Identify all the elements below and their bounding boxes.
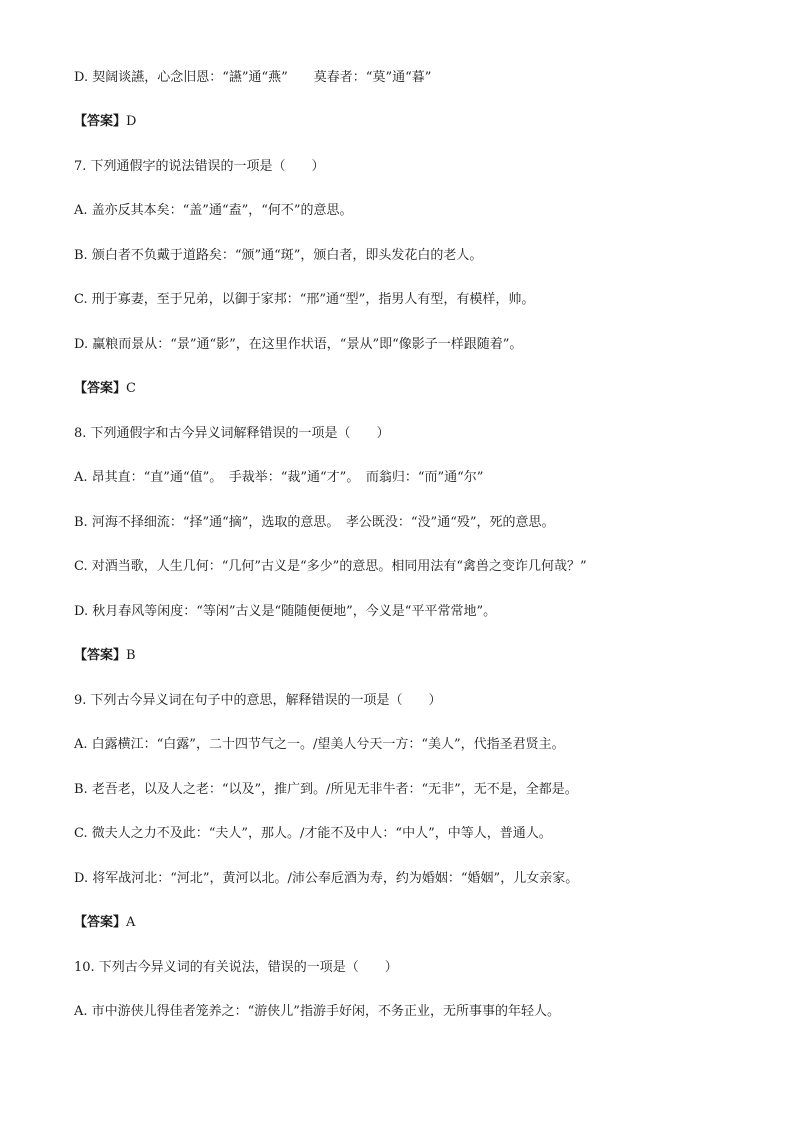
option-line: A. 白露横江：“白露”，二十四节气之一。/望美人兮天一方：“美人”，代指圣君贤主。 bbox=[74, 737, 565, 752]
question-line: 8. 下列通假字和古今异义词解释错误的一项是（ ） bbox=[74, 426, 390, 441]
answer-line bbox=[74, 112, 774, 132]
answer-line bbox=[74, 646, 774, 666]
answer-value: D bbox=[126, 114, 137, 129]
answer-tag: 【答案】 bbox=[74, 915, 127, 930]
question-line: 9. 下列古今异义词在句子中的意思，解释错误的一项是（ ） bbox=[74, 693, 442, 708]
answer-value: B bbox=[126, 648, 136, 663]
option-line: D. 秋月春风等闲度：“等闲”古义是“随随便便地”，今义是“平平常常地”。 bbox=[74, 604, 497, 619]
option-line: A. 市中游侠儿得佳者笼养之：“游侠儿”指游手好闲，不务正业，无所事事的年轻人。 bbox=[74, 1004, 560, 1019]
option-line: D. 赢粮而景从：“景”通“影”，在这里作状语，“景从”即“像影子一样跟随着”。 bbox=[74, 337, 523, 352]
answer-value: C bbox=[126, 381, 136, 396]
answer-tag: 【答案】 bbox=[74, 381, 127, 396]
option-line: B. 河海不择细流：“择”通“摘”，选取的意思。 孝公既没：“没”通“殁”，死的意思。 bbox=[74, 515, 555, 530]
option-line: C. 对酒当歌，人生几何：“几何”古义是“多少”的意思。相同用法有“禽兽之变诈几何哉？” bbox=[74, 559, 587, 574]
answer-tag: 【答案】 bbox=[74, 114, 127, 129]
option-line: C. 微夫人之力不及此：“夫人”，那人。/才能不及中人：“中人”，中等人，普通人。 bbox=[74, 826, 552, 841]
option-line: B. 颁白者不负戴于道路矣：“颁”通“斑”，颁白者，即头发花白的老人。 bbox=[74, 248, 483, 263]
answer-value: A bbox=[126, 915, 136, 930]
option-line: B. 老吾老，以及人之老：“以及”，推广到。/所见无非牛者：“无非”，无不是，全都是。 bbox=[74, 782, 578, 797]
option-line: C. 刑于寡妻，至于兄弟，以御于家邦：“邢”通“型”，指男人有型，有模样，帅。 bbox=[74, 292, 535, 307]
option-line: D. 将军战河北：“河北”，黄河以北。/沛公奉卮酒为寿，约为婚姻：“婚姻”，儿女亲家。 bbox=[74, 871, 579, 886]
option-line: A. 盖亦反其本矣：“盖”通“盍”，“何不”的意思。 bbox=[74, 203, 353, 218]
question-line: 10. 下列古今异义词的有关说法，错误的一项是（ ） bbox=[74, 960, 398, 975]
option-line: A. 昂其直：“直”通“值”。 手裁举：“裁”通“才”。 而翁归：“而”通“尔” bbox=[74, 470, 484, 485]
option-line: D. 契阔谈讌，心念旧恩：“讌”通“燕” 莫春者：“莫”通“暮” bbox=[74, 70, 432, 85]
answer-line bbox=[74, 379, 774, 399]
answer-tag: 【答案】 bbox=[74, 648, 127, 663]
answer-line bbox=[74, 913, 774, 933]
question-line: 7. 下列通假字的说法错误的一项是（ ） bbox=[74, 159, 325, 174]
